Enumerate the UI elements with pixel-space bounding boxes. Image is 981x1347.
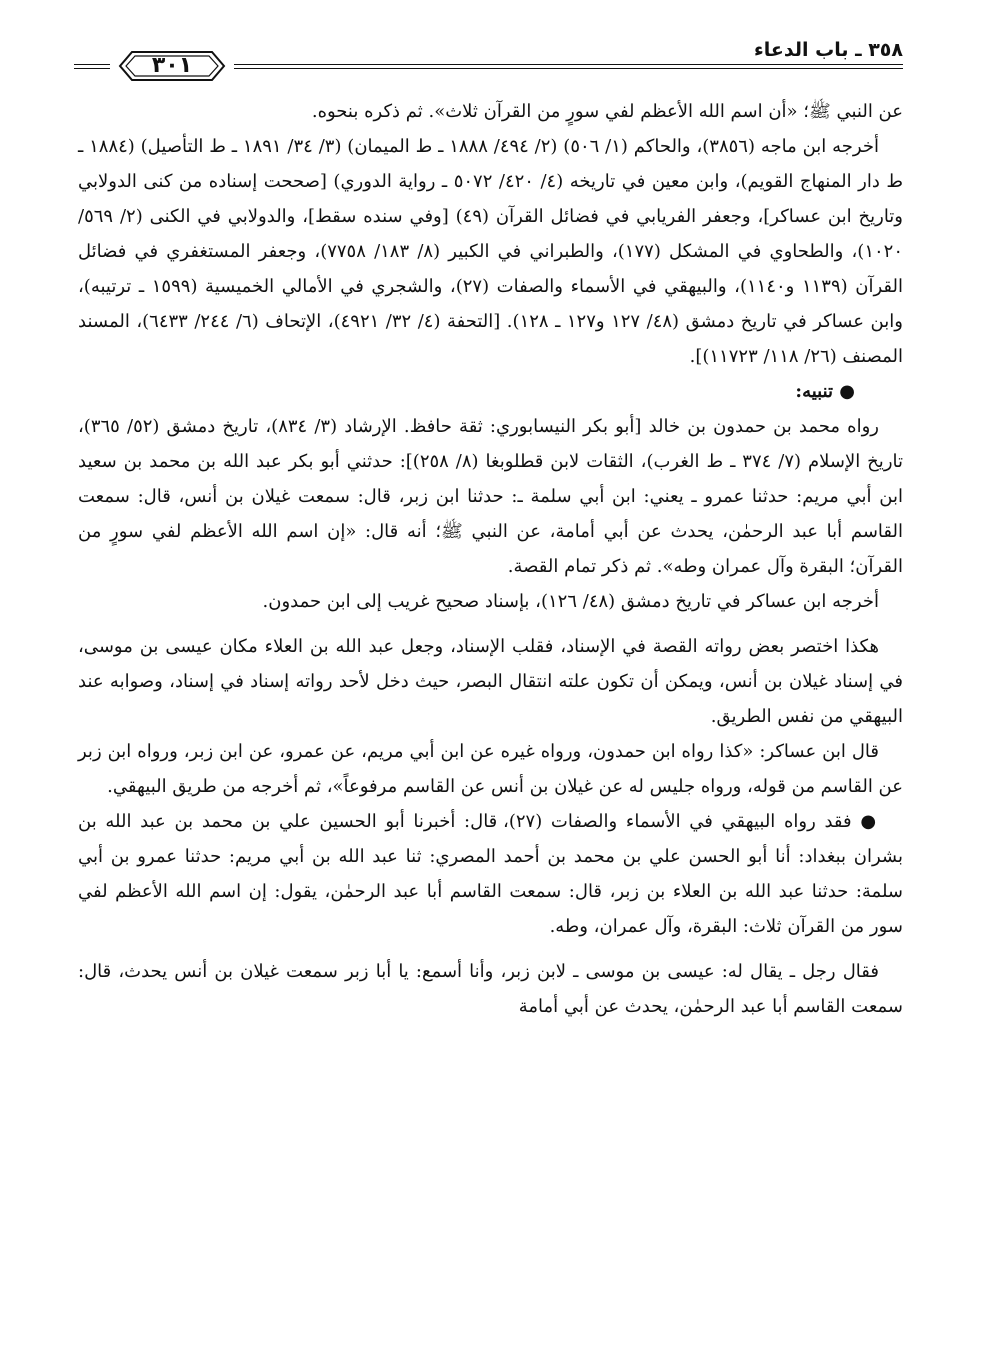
page-header <box>78 36 903 94</box>
paragraph-8: فقال رجل ـ يقال له: عيسى بن موسى ـ لابن زبر، وأنا أسمع: يا أبا زبر سمعت غيلان بن أنس يحدث، قال: سمعت القاسم أبا عبد الرحمٰن، يحدث عن أبي أمامة <box>78 961 903 1017</box>
paragraph-6: قال ابن عساكر: «كذا رواه ابن حمدون، ورواه غيره عن ابن أبي مريم، عن عمرو، عن ابن زبر، ورواه ابن زبر عن القاسم من قوله، ورواه جليس له عن غيلان بن أنس عن القاسم مرفوعاً»، ثم أخرجه من طريق البيهقي. <box>78 741 903 797</box>
header-double-rule <box>234 64 903 69</box>
paragraph-2: أخرجه ابن ماجه (٣٨٥٦)، والحاكم (١/ ٥٠٦) (٢/ ٤٩٤/ ١٨٨٨ ـ ط الميمان) (٣/ ٣٤/ ١٨٩١ ـ ط التأصيل) (١٨٨٤ ـ ط دار المنهاج القويم)، وابن معين في تاريخه (٤/ ٤٢٠/ ٥٠٧٢ ـ رواية الدوري) [صححت إسناده من كنى الدولابي وتاريخ ابن عساكر]، وجعفر الفريابي في فضائل القرآن (٤٩) [وفي سنده سقط]، والدولابي في الكنى (٢/ ٥٦٩/ ١٠٢٠)، والطحاوي في المشكل (١٧٧)، والطبراني في الكبير (٨/ ١٨٣/ ٧٧٥٨)، وجعفر المستغفري في فضائل القرآن (١١٣٩ و١١٤٠)، والبيهقي في الأسماء والصفات (٢٧)، والشجري في الأمالي الخميسية (١٥٩٩ ـ ترتيبه)، وابن عساكر في تاريخ دمشق (٤٨/ ١٢٧ و١٢٧ ـ ١٢٨). [التحفة (٤/ ٣٢/ ٤٩٢١)، الإتحاف (٦/ ٢٤٤/ ٦٤٣٣)، المسند المصنف (٢٦/ ١١٨/ ١١٧٢٣)]. <box>78 136 903 367</box>
paragraph-7: ● فقد رواه البيهقي في الأسماء والصفات (٢٧)، قال: أخبرنا أبو الحسين علي بن محمد بن عبد الله بن بشران ببغداد: أنا أبو الحسن علي بن محمد بن أحمد المصري: ثنا عبد الله بن أبي مريم: حدثنا عمرو بن أبي سلمة: حدثنا عبد الله بن العلاء بن زبر، قال: سمعت القاسم أبا عبد الرحمٰن، يقول: إن اسم الله الأعظم لفي سور من القرآن ثلاث: البقرة، وآل عمران، وطه. <box>78 811 903 937</box>
header-left-rule <box>74 64 110 69</box>
page-number: ٣٠١ <box>151 53 193 78</box>
paragraph-4: أخرجه ابن عساكر في تاريخ دمشق (٤٨/ ١٢٦)، بإسناد صحيح غريب إلى ابن حمدون. <box>262 591 879 612</box>
paragraph-5: هكذا اختصر بعض رواته القصة في الإسناد، فقلب الإسناد، وجعل عبد الله بن العلاء مكان عيسى بن موسى، في إسناد غيلان بن أنس، ويمكن أن تكون علته انتقال البصر، حيث دخل لأحد رواته إسناد في إسناد، وصوابه عند البيهقي من نفس الطريق. <box>78 636 903 727</box>
paragraph-3: رواه محمد بن حمدون بن خالد [أبو بكر النيسابوري: ثقة حافظ. الإرشاد (٣/ ٨٣٤)، تاريخ دمشق (٥٢/ ٣٦٥)، تاريخ الإسلام (٧/ ٣٧٤ ـ ط الغرب)، الثقات لابن قطلوبغا (٨/ ٢٥٨)]: حدثني أبو بكر عبد الله بن محمد بن سعيد ابن أبي مريم: حدثنا عمرو ـ يعني: ابن أبي سلمة ـ: حدثنا ابن زبر، قال: سمعت غيلان بن أنس، قال: سمعت القاسم أبا عبد الرحمٰن، يحدث عن أبي أمامة، عن النبي ﷺ؛ أنه قال: «إن اسم الله الأعظم لفي سورٍ من القرآن؛ البقرة وآل عمران وطه». ثم ذكر تمام القصة. <box>78 416 903 577</box>
paragraph-1: عن النبي ﷺ؛ «أن اسم الله الأعظم لفي سورٍ من القرآن ثلاث». ثم ذكره بنحوه. <box>311 101 903 122</box>
main-text <box>78 94 903 1024</box>
tanbih-heading: ● تنبيه: <box>795 381 855 402</box>
running-title: ٣٥٨ ـ باب الدعاء <box>754 39 903 61</box>
page-number-frame <box>114 46 230 86</box>
